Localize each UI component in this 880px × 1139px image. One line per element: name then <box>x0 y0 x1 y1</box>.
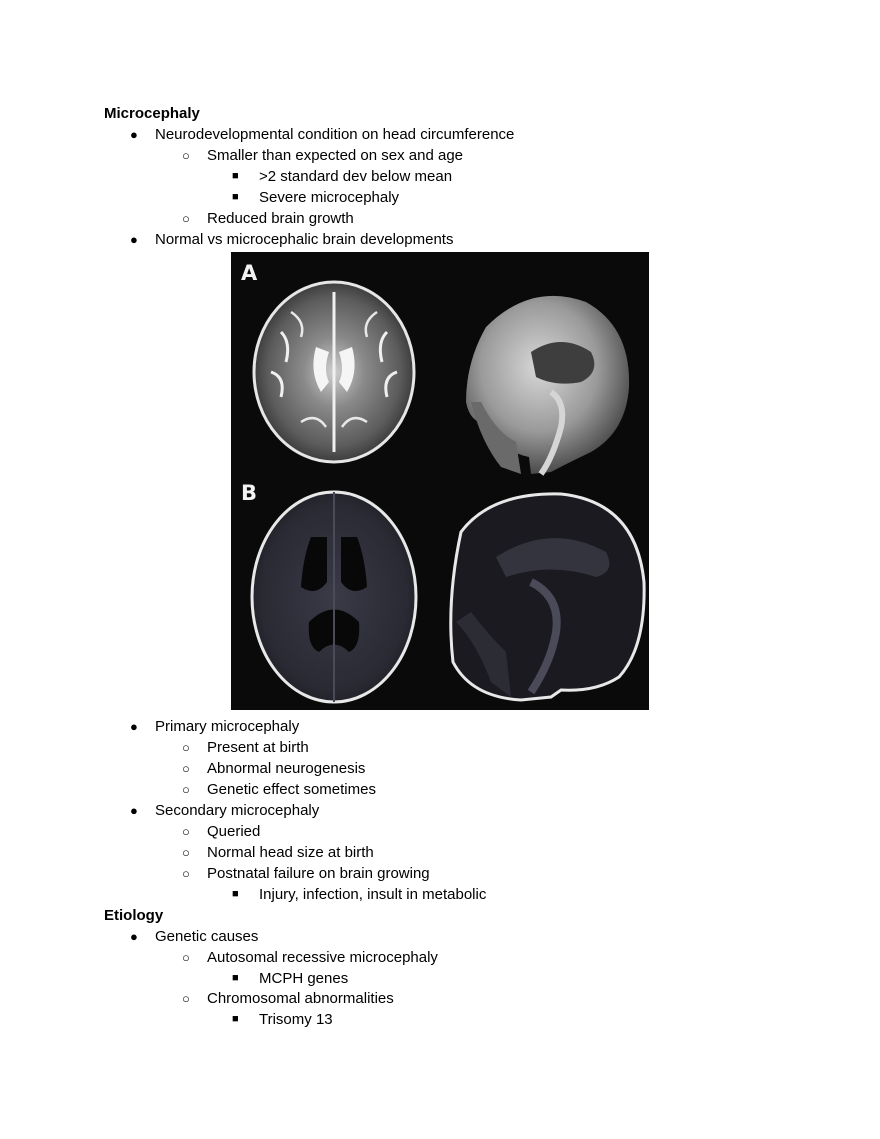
list-item: Queried <box>207 823 261 840</box>
list-item: Secondary microcephaly <box>155 802 320 819</box>
bullet-level3: ■ <box>232 972 239 984</box>
list-item: >2 standard dev below mean <box>259 168 453 185</box>
list-item: Abnormal neurogenesis <box>207 760 366 777</box>
bullet-level1: ● <box>130 803 138 818</box>
bullet-level2: ○ <box>182 211 190 226</box>
bullet-level1: ● <box>130 929 138 944</box>
bullet-level2: ○ <box>182 991 190 1006</box>
mri-brain-figure <box>231 252 649 710</box>
panel-b-label: B <box>241 481 258 505</box>
list-item: Smaller than expected on sex and age <box>207 147 464 164</box>
bullet-level1: ● <box>130 719 138 734</box>
bullet-level2: ○ <box>182 782 190 797</box>
bullet-level2: ○ <box>182 761 190 776</box>
bullet-level1: ● <box>130 232 138 247</box>
list-item: Trisomy 13 <box>259 1011 333 1028</box>
bullet-level2: ○ <box>182 148 190 163</box>
bullet-level3: ■ <box>232 191 239 203</box>
panel-a-label: A <box>241 261 258 285</box>
bullet-level2: ○ <box>182 866 190 881</box>
mri-brain-image <box>231 252 649 710</box>
section-heading-microcephaly: Microcephaly <box>104 105 200 122</box>
list-item: Postnatal failure on brain growing <box>207 865 430 882</box>
bullet-level3: ■ <box>232 888 239 900</box>
list-item: Injury, infection, insult in metabolic <box>259 886 487 903</box>
list-item: Genetic effect sometimes <box>207 781 376 798</box>
section-heading-etiology: Etiology <box>104 907 164 924</box>
bullet-level3: ■ <box>232 1013 239 1025</box>
bullet-level2: ○ <box>182 824 190 839</box>
list-item: Neurodevelopmental condition on head circumference <box>155 126 515 143</box>
bullet-level1: ● <box>130 127 138 142</box>
list-item: Genetic causes <box>155 928 259 945</box>
list-item: Normal head size at birth <box>207 844 374 861</box>
list-item: Autosomal recessive microcephaly <box>207 949 438 966</box>
list-item: Severe microcephaly <box>259 189 400 206</box>
list-item: Present at birth <box>207 739 309 756</box>
bullet-level2: ○ <box>182 740 190 755</box>
list-item: Normal vs microcephalic brain developments <box>155 231 454 248</box>
list-item: Reduced brain growth <box>207 210 354 227</box>
list-item: Primary microcephaly <box>155 718 300 735</box>
bullet-level3: ■ <box>232 170 239 182</box>
list-item: Chromosomal abnormalities <box>207 990 394 1007</box>
list-item: MCPH genes <box>259 970 349 987</box>
bullet-level2: ○ <box>182 845 190 860</box>
bullet-level2: ○ <box>182 950 190 965</box>
